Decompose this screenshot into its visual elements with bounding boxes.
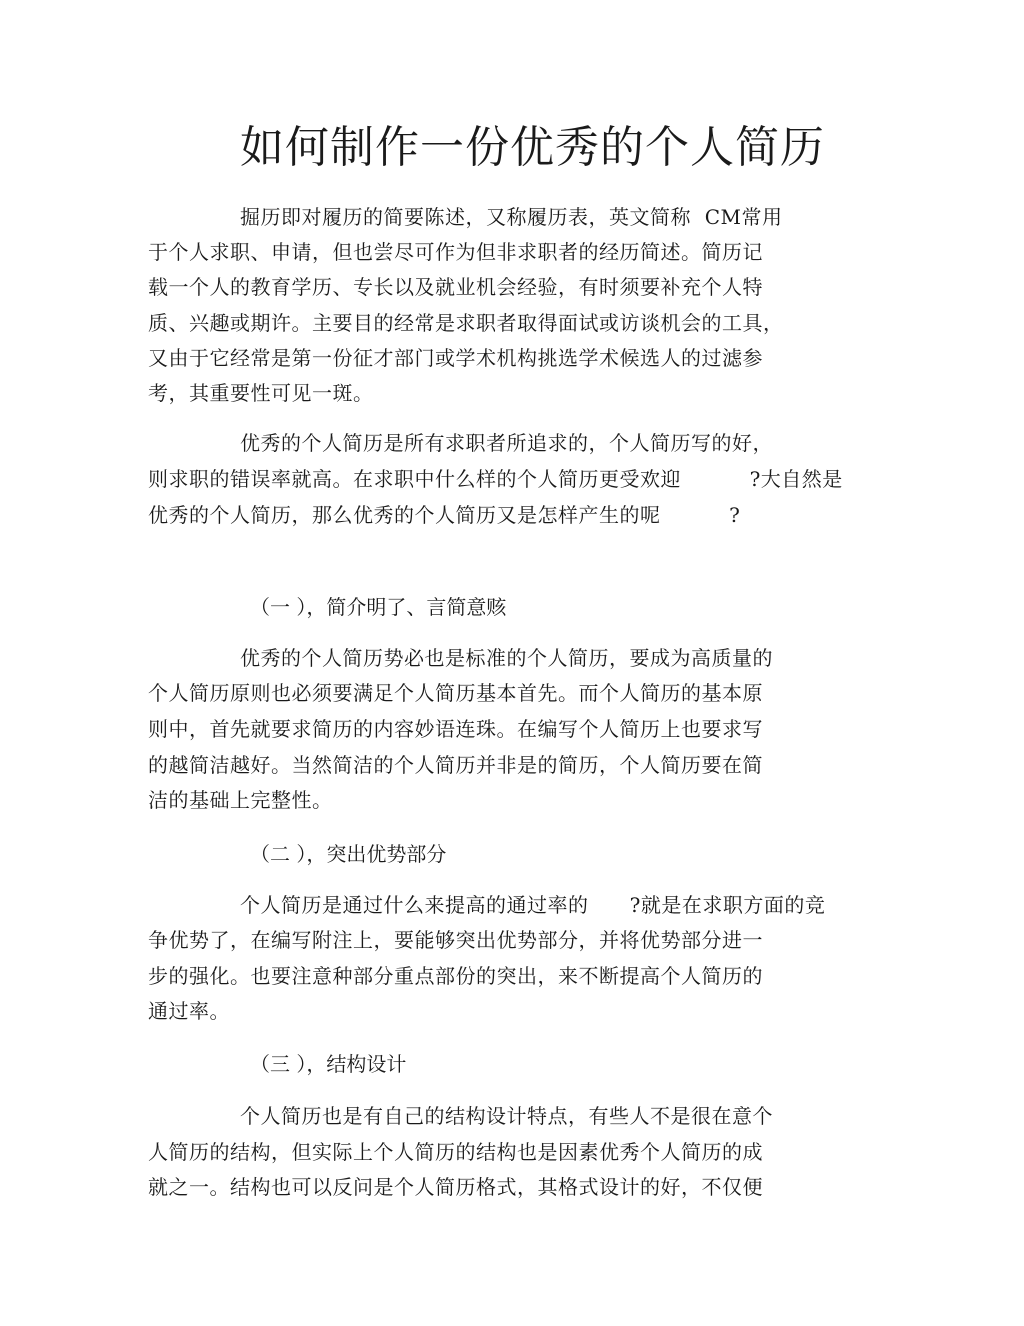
section-2-line-1: 个人简历是通过什么来提高的通过率的 ?就是在求职方面的竞: [240, 893, 826, 917]
section-1-line-3: 则中，首先就要求简历的内容妙语连珠。在编写个人简历上也要求写: [148, 717, 763, 741]
section-1-line-2: 个人简历原则也必须要满足个人简历基本首先。而个人简历的基本原: [148, 681, 763, 705]
intro-p1-line-5: 又由于它经常是第一份征才部门或学术机构挑选学术候选人的过滤参: [148, 346, 763, 370]
section-2-line-2: 争优势了，在编写附注上，要能够突出优势部分，并将优势部分进一: [148, 928, 763, 952]
intro-p2-line-3: 优秀的个人简历，那么优秀的个人简历又是怎样产生的呢 ?: [148, 503, 741, 527]
intro-p1-line-4: 质、兴趣或期许。主要目的经常是求职者取得面试或访谈机会的工具，: [148, 311, 784, 335]
section-1-line-4: 的越简洁越好。当然简洁的个人简历并非是的简历，个人简历要在简: [148, 753, 763, 777]
intro-p2-line-1: 优秀的个人简历是所有求职者所追求的，个人简历写的好，: [240, 431, 773, 455]
section-3-line-2: 人简历的结构，但实际上个人简历的结构也是因素优秀个人简历的成: [148, 1140, 763, 1164]
section-1-line-5: 洁的基础上完整性。: [148, 788, 333, 812]
document-title: 如何制作一份优秀的个人简历: [240, 122, 825, 173]
section-2-line-3: 步的强化。也要注意种部分重点部份的突出，来不断提高个人简历的: [148, 964, 763, 988]
intro-p1-line-1: 掘历即对履历的简要陈述，又称履历表，英文简称 CM常用: [240, 205, 783, 229]
section-2-heading: （二 ），突出优势部分: [250, 842, 447, 866]
intro-p1-line-3: 载一个人的教育学历、专长以及就业机会经验，有时须要补充个人特: [148, 275, 763, 299]
section-3-line-3: 就之一。结构也可以反问是个人简历格式，其格式设计的好，不仅便: [148, 1175, 763, 1199]
section-2-line-4: 通过率。: [148, 999, 230, 1023]
section-1-heading: （一 ），简介明了、言简意赅: [250, 595, 507, 619]
intro-p2-line-2: 则求职的错误率就高。在求职中什么样的个人简历更受欢迎 ?大自然是: [148, 467, 843, 491]
section-1-line-1: 优秀的个人简历势必也是标准的个人简历，要成为高质量的: [240, 646, 773, 670]
intro-p1-line-6: 考，其重要性可见一斑。: [148, 381, 374, 405]
section-3-heading: （三 ），结构设计: [250, 1052, 407, 1076]
intro-p1-line-2: 于个人求职、申请，但也尝尽可作为但非求职者的经历简述。简历记: [148, 240, 763, 264]
section-3-line-1: 个人简历也是有自己的结构设计特点，有些人不是很在意个: [240, 1104, 773, 1128]
